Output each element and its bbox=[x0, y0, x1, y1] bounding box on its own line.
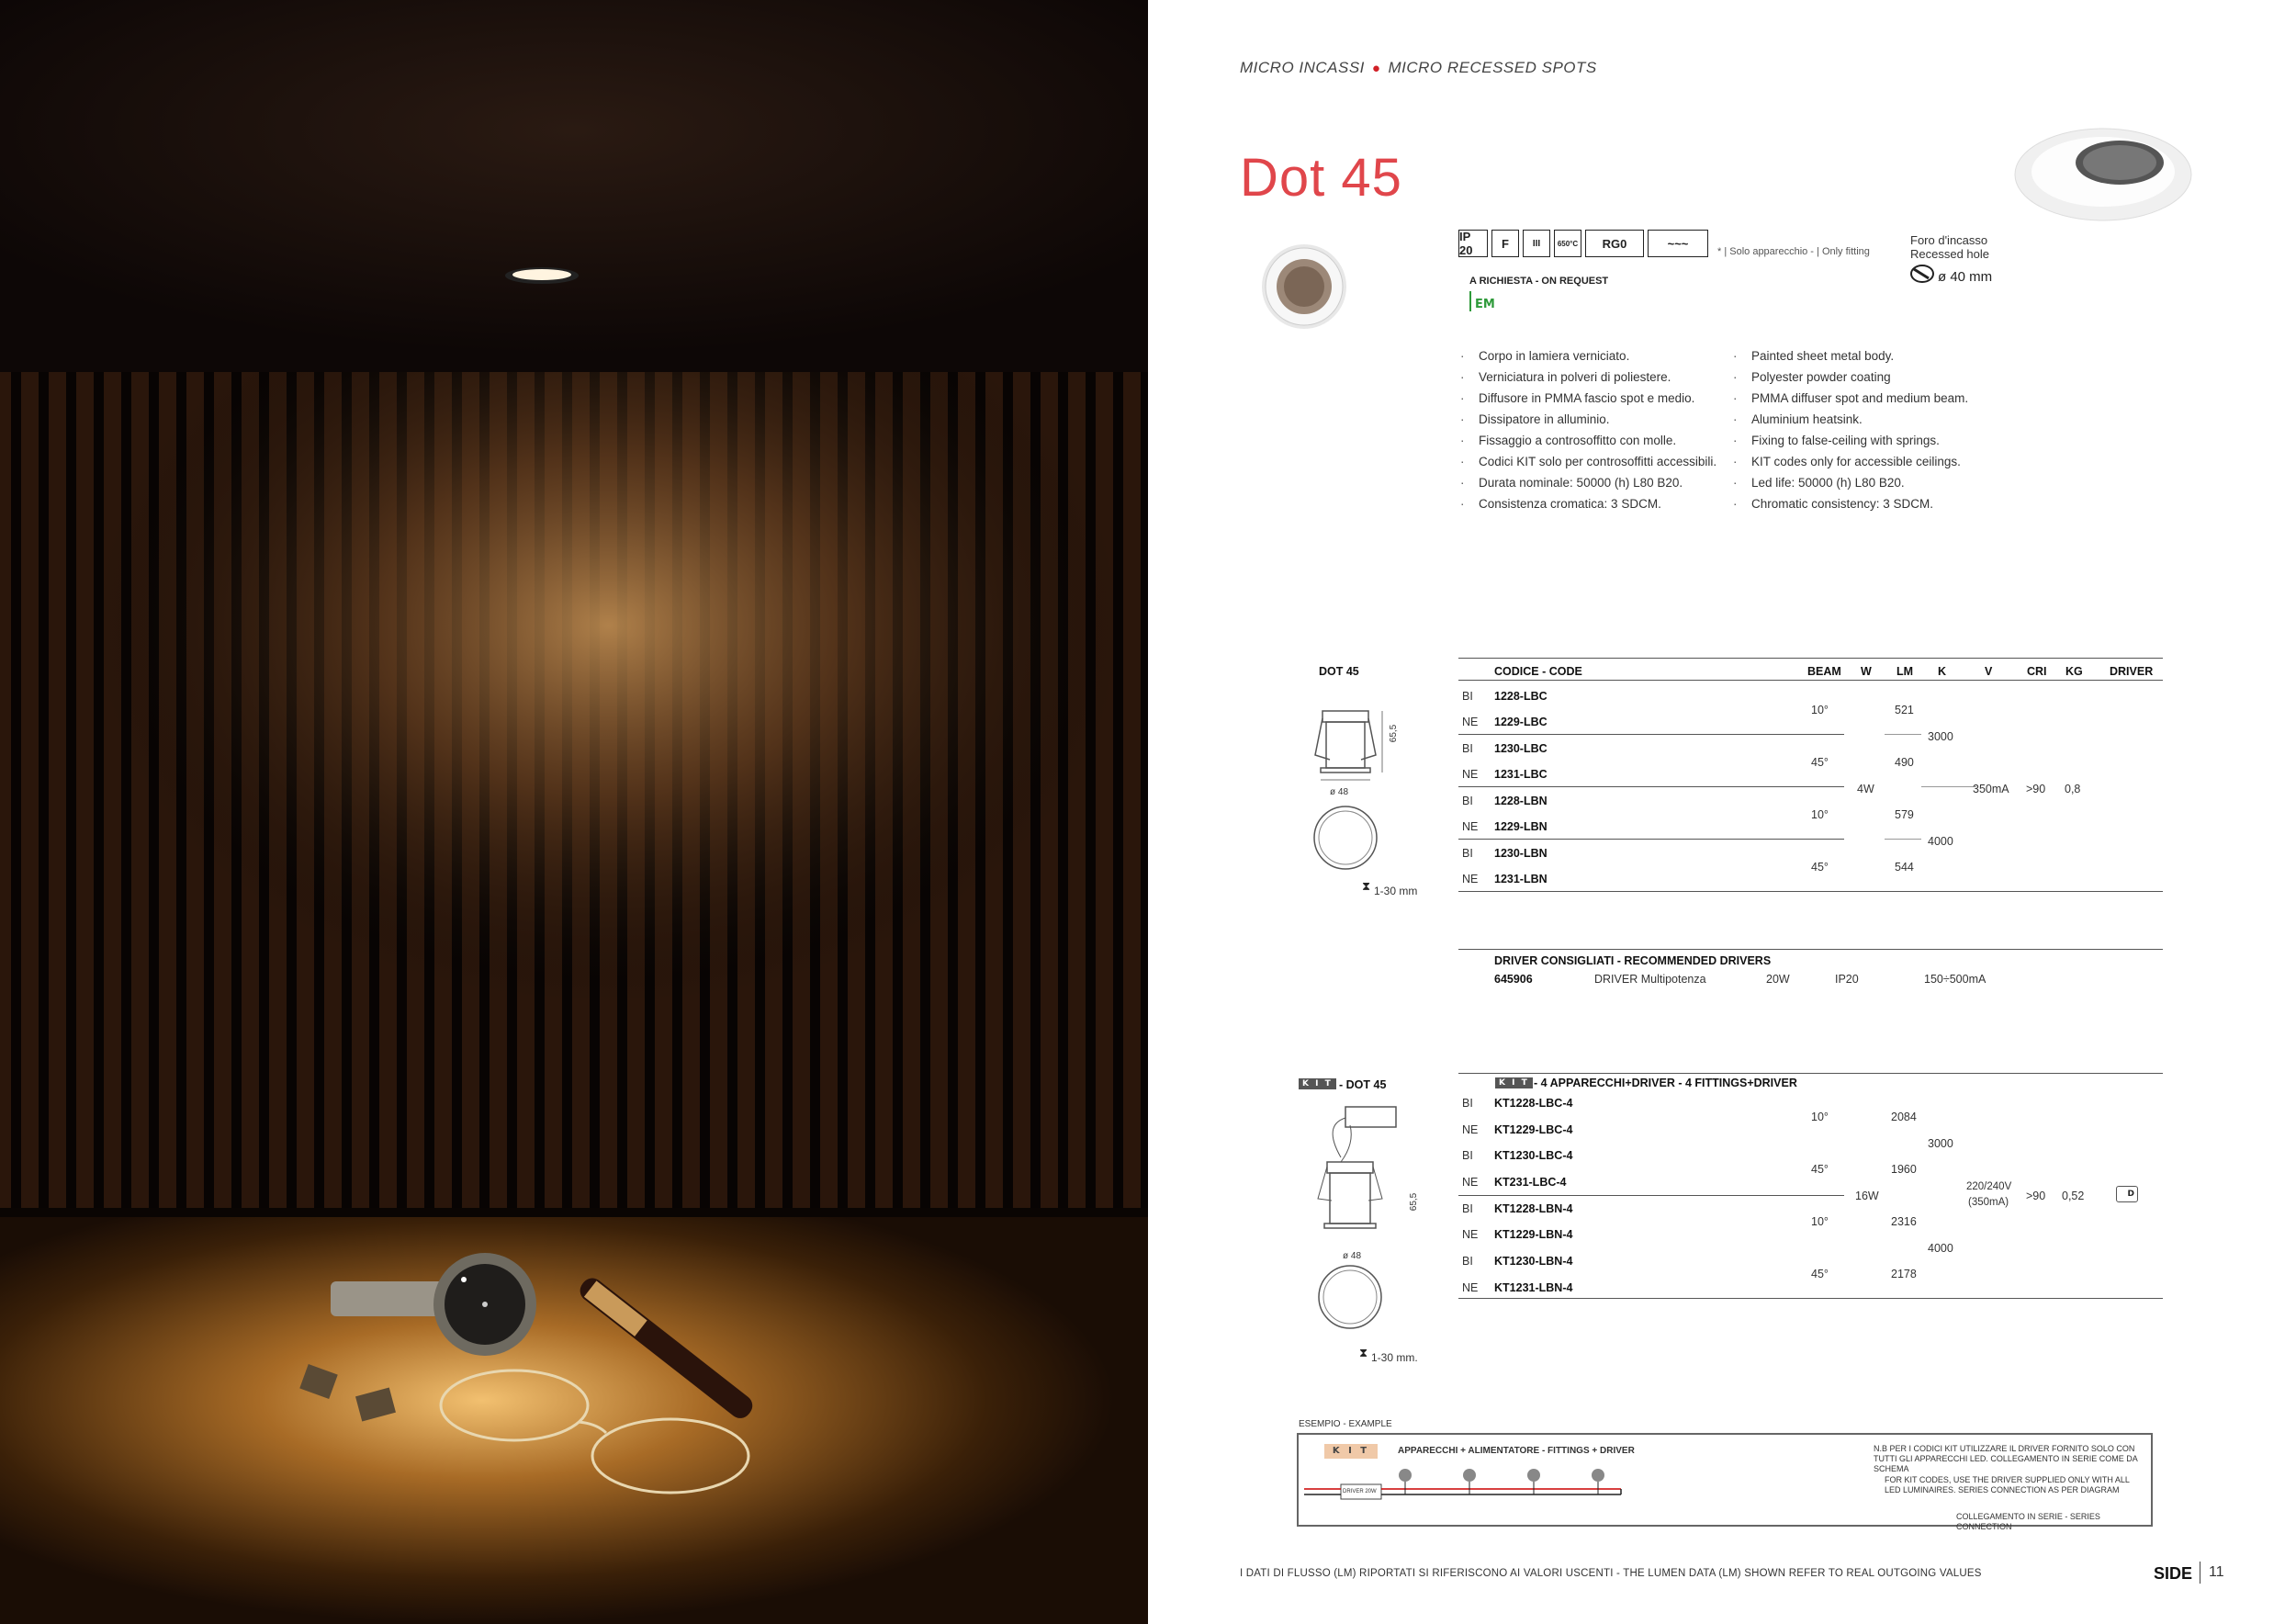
driver-current: 150÷500mA bbox=[1924, 973, 1986, 986]
features-en bbox=[1733, 345, 1968, 514]
drawing-label: DOT 45 bbox=[1319, 665, 1359, 678]
row-color: NE bbox=[1462, 873, 1479, 885]
emergency-icon bbox=[1469, 291, 1503, 311]
kelvin-value: 3000 bbox=[1928, 730, 1953, 743]
example-box bbox=[1297, 1433, 2153, 1531]
kit-tag: K I T bbox=[1324, 1444, 1378, 1459]
kelvin-rule bbox=[1921, 786, 1976, 787]
row-color: NE bbox=[1462, 820, 1479, 833]
table-top-rule bbox=[1458, 658, 2163, 659]
footer-note: I DATI DI FLUSSO (LM) RIPORTATI SI RIFERISCONO AI VALORI USCENTI - THE LUMEN DATA (LM) SHOWN REFER TO REAL OUTGOING VALUES bbox=[1240, 1568, 1982, 1579]
row-code: KT1231-LBN-4 bbox=[1494, 1281, 1573, 1294]
row-code: 1230-LBN bbox=[1494, 847, 1548, 860]
row-code: KT1229-LBC-4 bbox=[1494, 1123, 1573, 1136]
drivers-rule bbox=[1458, 949, 2163, 950]
badge-note: * | Solo apparecchio - | Only fitting bbox=[1717, 246, 1870, 257]
on-request-label: A RICHIESTA - ON REQUEST bbox=[1469, 276, 1609, 287]
row-rule bbox=[1458, 786, 1844, 787]
kelvin-value: 4000 bbox=[1928, 1242, 1953, 1255]
driver-box-label: DRIVER 20W bbox=[1343, 1489, 1377, 1494]
feature-en: · Painted sheet metal body. bbox=[1733, 345, 1968, 367]
lumen-rule bbox=[1885, 734, 1921, 735]
beam-value: 45° bbox=[1811, 756, 1829, 769]
feature-en: · PMMA diffuser spot and medium beam. bbox=[1733, 388, 1968, 409]
row-rule bbox=[1458, 1195, 1844, 1196]
beam-value: 45° bbox=[1811, 1268, 1829, 1280]
height-dimension: 65,5 bbox=[1389, 724, 1400, 743]
height-dimension-kit: 65,5 bbox=[1409, 1192, 1420, 1212]
feature-en: · Chromatic consistency: 3 SDCM. bbox=[1733, 493, 1968, 514]
feature-it: · Dissipatore in alluminio. bbox=[1460, 409, 1716, 430]
class-iii-icon: III bbox=[1523, 230, 1550, 257]
hole-label-it: Foro d'incasso bbox=[1910, 233, 1988, 247]
cri-value: >90 bbox=[2026, 783, 2046, 795]
row-color: NE bbox=[1462, 1123, 1479, 1136]
cri-value: >90 bbox=[2026, 1190, 2046, 1202]
brand-name: SIDE bbox=[2154, 1564, 2193, 1583]
recessed-hole-label bbox=[1910, 233, 1989, 261]
feature-en: · Aluminium heatsink. bbox=[1733, 409, 1968, 430]
row-color: NE bbox=[1462, 768, 1479, 781]
feature-it: · Codici KIT solo per controsoffitti accessibili. bbox=[1460, 451, 1716, 472]
col-kg: KG bbox=[2065, 665, 2083, 678]
row-rule bbox=[1458, 734, 1844, 735]
row-color: BI bbox=[1462, 847, 1473, 860]
col-driver: DRIVER bbox=[2110, 665, 2154, 678]
col-beam: BEAM bbox=[1807, 665, 1841, 678]
feature-en: · Led life: 50000 (h) L80 B20. bbox=[1733, 472, 1968, 493]
features-it bbox=[1460, 345, 1716, 514]
feature-en: · KIT codes only for accessible ceilings. bbox=[1733, 451, 1968, 472]
col-code: CODICE - CODE bbox=[1494, 665, 1582, 678]
feature-it: · Diffusore in PMMA fascio spot e medio. bbox=[1460, 388, 1716, 409]
lumen-value: 2316 bbox=[1891, 1215, 1917, 1228]
lumen-value: 579 bbox=[1895, 808, 1914, 821]
thickness-icon: ⧗ bbox=[1359, 1347, 1368, 1360]
technical-drawing bbox=[1295, 691, 1396, 907]
driver-name: DRIVER Multipotenza bbox=[1594, 973, 1706, 986]
row-color: BI bbox=[1462, 795, 1473, 807]
rg0-icon: RG0 bbox=[1585, 230, 1644, 257]
beam-value: 10° bbox=[1811, 808, 1829, 821]
volt-value: 350mA bbox=[1973, 783, 2009, 795]
row-code: 1228-LBC bbox=[1494, 690, 1548, 703]
row-code: KT1230-LBC-4 bbox=[1494, 1149, 1573, 1162]
feature-en: · Fixing to false-ceiling with springs. bbox=[1733, 430, 1968, 451]
feature-it: · Fissaggio a controsoffitto con molle. bbox=[1460, 430, 1716, 451]
row-color: NE bbox=[1462, 1281, 1479, 1294]
drivers-title: DRIVER CONSIGLIATI - RECOMMENDED DRIVERS bbox=[1494, 954, 1772, 967]
header-category-en: MICRO RECESSED SPOTS bbox=[1388, 59, 1597, 76]
lumen-value: 521 bbox=[1895, 704, 1914, 716]
lumen-value: 2178 bbox=[1891, 1268, 1917, 1280]
beam-value: 10° bbox=[1811, 704, 1829, 716]
col-k: K bbox=[1938, 665, 1947, 678]
header-rule bbox=[1458, 680, 2163, 681]
bullet-dot-icon: ● bbox=[1371, 61, 1381, 76]
product-thumbnail bbox=[1258, 241, 1350, 333]
table-bottom-rule bbox=[1458, 891, 2163, 892]
row-code: KT1228-LBN-4 bbox=[1494, 1202, 1573, 1215]
row-color: BI bbox=[1462, 1097, 1473, 1110]
diameter-dimension-kit: ø 48 bbox=[1343, 1251, 1362, 1261]
lumen-value: 544 bbox=[1895, 861, 1914, 874]
driver-watt: 20W bbox=[1766, 973, 1790, 986]
row-color: NE bbox=[1462, 1176, 1479, 1189]
row-code: KT1228-LBC-4 bbox=[1494, 1097, 1573, 1110]
watt-value: 16W bbox=[1855, 1190, 1879, 1202]
volt-value: 220/240V bbox=[1966, 1181, 2012, 1192]
row-color: NE bbox=[1462, 1228, 1479, 1241]
ip-rating-icon: IP 20 bbox=[1458, 230, 1488, 257]
row-code: KT1229-LBN-4 bbox=[1494, 1228, 1573, 1241]
kg-value: 0,8 bbox=[2065, 783, 2081, 795]
em-label: EM bbox=[1475, 298, 1495, 311]
row-color: BI bbox=[1462, 1255, 1473, 1268]
lumen-value: 490 bbox=[1895, 756, 1914, 769]
row-code: KT1230-LBN-4 bbox=[1494, 1255, 1573, 1268]
series-label: COLLEGAMENTO IN SERIE - SERIES CONNECTION bbox=[1956, 1512, 2100, 1531]
row-code: 1229-LBN bbox=[1494, 820, 1548, 833]
row-color: BI bbox=[1462, 742, 1473, 755]
feature-it: · Durata nominale: 50000 (h) L80 B20. bbox=[1460, 472, 1716, 493]
dimmable-wave-icon: ~~~ bbox=[1648, 230, 1708, 257]
feature-it: · Verniciatura in polveri di poliestere. bbox=[1460, 367, 1716, 388]
beam-value: 10° bbox=[1811, 1215, 1829, 1228]
watt-value: 4W bbox=[1857, 783, 1874, 795]
note-it: N.B PER I CODICI KIT UTILIZZARE IL DRIVER FORNITO SOLO CON TUTTI GLI APPARECCHI LED. COLLEGAMENTO IN SERIE COME DA SCHEMA bbox=[1874, 1444, 2138, 1473]
kit-title: - 4 APPARECCHI+DRIVER - 4 FITTINGS+DRIVER bbox=[1534, 1077, 1797, 1089]
col-cri: CRI bbox=[2027, 665, 2047, 678]
kg-value: 0,52 bbox=[2062, 1190, 2085, 1202]
product-render bbox=[2011, 124, 2195, 225]
ceiling-thickness: 1-30 mm bbox=[1374, 885, 1418, 897]
driver-ip: IP20 bbox=[1835, 973, 1859, 986]
row-color: NE bbox=[1462, 716, 1479, 728]
lumen-rule bbox=[1885, 839, 1921, 840]
kit-top-rule bbox=[1458, 1073, 2163, 1074]
diameter-dimension: ø 48 bbox=[1330, 787, 1349, 797]
drawing-kit-label: - DOT 45 bbox=[1339, 1078, 1387, 1091]
hole-label-en: Recessed hole bbox=[1910, 247, 1989, 261]
kit-bottom-rule bbox=[1458, 1298, 2163, 1299]
header-category-it: MICRO INCASSI bbox=[1240, 59, 1365, 76]
example-label: ESEMPIO - EXAMPLE bbox=[1299, 1419, 1392, 1429]
kelvin-value: 4000 bbox=[1928, 835, 1953, 848]
row-code: 1228-LBN bbox=[1494, 795, 1548, 807]
row-color: BI bbox=[1462, 690, 1473, 703]
beam-value: 45° bbox=[1811, 1163, 1829, 1176]
beam-value: 10° bbox=[1811, 1111, 1829, 1123]
feature-it: · Consistenza cromatica: 3 SDCM. bbox=[1460, 493, 1716, 514]
kit-tag: K I T bbox=[1299, 1078, 1336, 1089]
row-code: KT231-LBC-4 bbox=[1494, 1176, 1567, 1189]
thickness-icon: ⧗ bbox=[1362, 880, 1371, 894]
current-value: (350mA) bbox=[1968, 1197, 2009, 1208]
f-mark-icon: F bbox=[1491, 230, 1519, 257]
drill-hole-icon bbox=[1910, 264, 1934, 284]
driver-included-icon: D bbox=[2116, 1186, 2138, 1202]
kit-tag: K I T bbox=[1495, 1077, 1533, 1088]
note-en: FOR KIT CODES, USE THE DRIVER SUPPLIED ONLY WITH ALL LED LUMINAIRES. SERIES CONNECTION AS PER DIAGRAM bbox=[1885, 1475, 2130, 1494]
lumen-value: 1960 bbox=[1891, 1163, 1917, 1176]
page-number: 11 bbox=[2209, 1564, 2224, 1580]
page-header bbox=[1240, 59, 1597, 77]
row-color: BI bbox=[1462, 1149, 1473, 1162]
lumen-value: 2084 bbox=[1891, 1111, 1917, 1123]
product-title: Dot 45 bbox=[1240, 148, 1402, 208]
row-color: BI bbox=[1462, 1202, 1473, 1215]
row-code: 1229-LBC bbox=[1494, 716, 1548, 728]
ceiling-thickness-kit: 1-30 mm. bbox=[1371, 1351, 1418, 1364]
row-code: 1230-LBC bbox=[1494, 742, 1548, 755]
hole-size: ø 40 mm bbox=[1938, 269, 1993, 285]
row-code: 1231-LBC bbox=[1494, 768, 1548, 781]
example-line: APPARECCHI + ALIMENTATORE - FITTINGS + DRIVER bbox=[1398, 1446, 1635, 1456]
row-code: 1231-LBN bbox=[1494, 873, 1548, 885]
col-w: W bbox=[1861, 665, 1872, 678]
driver-code: 645906 bbox=[1494, 973, 1533, 986]
col-lm: LM bbox=[1896, 665, 1914, 678]
technical-drawing-kit bbox=[1286, 1098, 1405, 1341]
col-v: V bbox=[1985, 665, 1993, 678]
catalog-page bbox=[1148, 0, 2296, 1624]
feature-en: · Polyester powder coating bbox=[1733, 367, 1968, 388]
feature-it: · Corpo in lamiera verniciato. bbox=[1460, 345, 1716, 367]
kelvin-value: 3000 bbox=[1928, 1137, 1953, 1150]
row-rule bbox=[1458, 839, 1844, 840]
glow-wire-icon: 650°C bbox=[1554, 230, 1581, 257]
beam-value: 45° bbox=[1811, 861, 1829, 874]
